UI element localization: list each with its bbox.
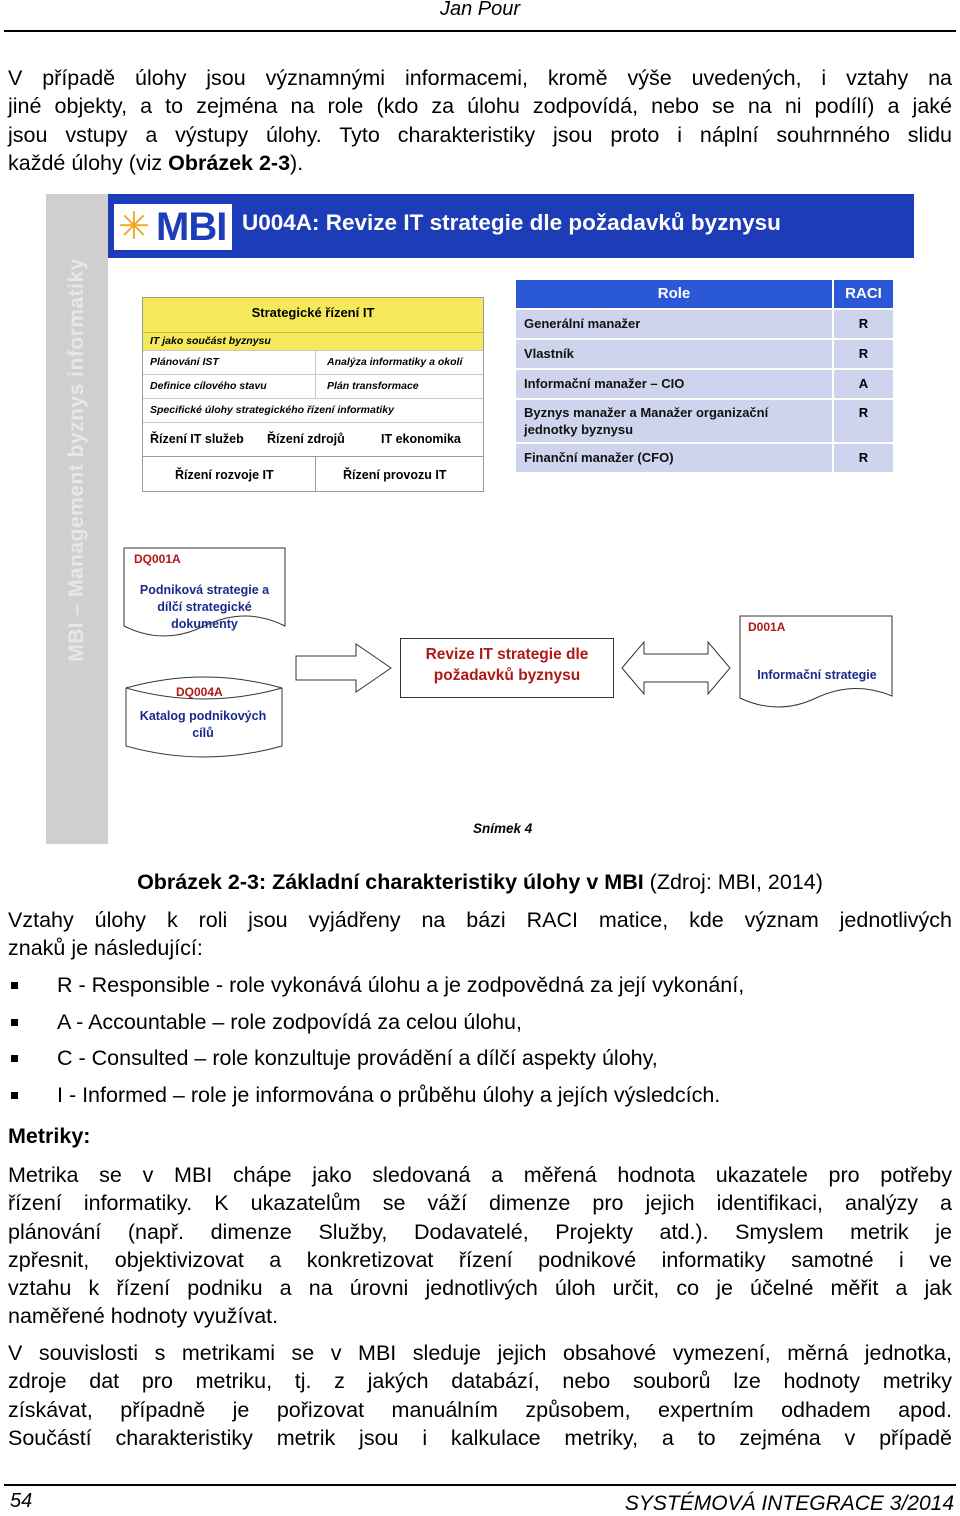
strategic-it-ekonomika: IT ekonomika xyxy=(381,432,461,446)
role-header: Role xyxy=(516,280,832,308)
strategic-analyza: Analýza informatiky a okolí xyxy=(327,356,463,368)
figure-caption-title: Obrázek 2-3: Základní charakteristiky úlohy v MBI xyxy=(137,870,644,894)
metriky-line-4: zpřesnit, objektivizovat a konkretizovat řízení podnikové informatiky samotné i ve xyxy=(8,1247,952,1272)
souvislost-paragraph xyxy=(8,1339,952,1452)
task-box xyxy=(400,638,614,698)
raci-cell: A xyxy=(834,370,893,398)
task-line-2: požadavků byznysu xyxy=(433,667,581,684)
bullet-icon xyxy=(11,982,18,989)
raci-cell: R xyxy=(834,310,893,338)
arrow-right-icon xyxy=(296,644,391,692)
doc-label-dq001a: Podniková strategie a dílčí strategické dokumenty xyxy=(139,583,270,631)
side-band-text: MBI – Management byznys informatiky xyxy=(65,258,88,662)
souvislost-line-1: V souvislosti s metrikami se v MBI sleduje jejich obsahové vymezení, měrná jednotka, xyxy=(8,1341,952,1365)
doc-code-d001a: D001A xyxy=(748,620,786,634)
intro-line-4 xyxy=(8,149,952,177)
logo-text: MBI xyxy=(156,205,227,249)
raci-header: RACI xyxy=(834,280,893,308)
raci-cell: R xyxy=(834,340,893,368)
flow-diagram xyxy=(46,194,914,844)
role-cell: Byznys manažer a Manažer organizační jednotky byznysu xyxy=(516,400,832,442)
metriky-line-5: vztahu k řízení podniku a na úrovni jednotlivých úloh určit, co je účelné měřit a jak xyxy=(8,1276,952,1301)
role-cell: Generální manažer xyxy=(516,310,832,338)
raci-intro-line-2: znaků je následující: xyxy=(8,936,203,961)
figure-caption-source: (Zdroj: MBI, 2014) xyxy=(643,870,823,894)
strategic-definice: Definice cílového stavu xyxy=(150,380,267,392)
bullet-text: A - Accountable – role zodpovídá za celou úlohu, xyxy=(57,1010,522,1034)
souvislost-line-3: získávat, případně je pořizovat manuálním způsobem, expertním odhadem apod. xyxy=(8,1397,952,1422)
intro-line-1: V případě úlohy jsou významnými informacemi, kromě výše uvedených, i vztahy na xyxy=(8,66,952,90)
list-item xyxy=(8,1081,952,1109)
souvislost-line-4: Součástí charakteristiky metrik jsou i kalkulace metriky, a to zejména v případě xyxy=(8,1425,952,1450)
header-rule xyxy=(4,30,956,32)
intro-line-2: jiné objekty, a to zejména na role (kdo za úlohu zodpovídá, nebo se na ni podílí) a jaké xyxy=(8,94,952,119)
intro-line-4-post: ). xyxy=(290,150,304,175)
intro-paragraph xyxy=(8,64,952,177)
strategic-planovani: Plánování IST xyxy=(150,356,219,368)
db-code-dq004a: DQ004A xyxy=(176,685,223,699)
metriky-paragraph xyxy=(8,1161,952,1331)
role-cell: Vlastník xyxy=(516,340,832,368)
db-label-dq004a: Katalog podnikových cílů xyxy=(139,709,267,740)
metriky-heading: Metriky: xyxy=(8,1124,91,1148)
doc-code-dq001a: DQ001A xyxy=(134,552,181,566)
souvislost-line-2: zdroje dat pro metriku, tj. z jakých databází, nebo souborů lze hodnoty metriky xyxy=(8,1369,952,1394)
raci-cell: R xyxy=(834,400,893,442)
strategic-specificke: Specifické úlohy strategického řízení informatiky xyxy=(150,404,394,416)
slide-title: U004A: Revize IT strategie dle požadavků byznysu xyxy=(242,210,781,235)
strategic-header: Strategické řízení IT xyxy=(143,298,483,332)
bullet-text: C - Consulted – role konzultuje provádění a dílčí aspekty úlohy, xyxy=(57,1046,658,1070)
bullet-icon xyxy=(11,1092,18,1099)
page-number: 54 xyxy=(10,1490,33,1512)
bullet-icon xyxy=(11,1055,18,1062)
strategic-rizeni-sluzeb: Řízení IT služeb xyxy=(150,432,244,446)
raci-cell: R xyxy=(834,444,893,472)
figure-caption xyxy=(0,868,960,896)
intro-line-3: jsou vstupy a výstupy úlohy. Tyto charakteristiky jsou proto i náplní souhrnného slidu xyxy=(8,122,952,147)
raci-intro-line-1: Vztahy úlohy k roli jsou vyjádřeny na bázi RACI matice, kde význam jednotlivých xyxy=(8,908,952,932)
figure-reference: Obrázek 2-3 xyxy=(168,150,291,175)
doc-label-d001a: Informační strategie xyxy=(757,668,877,682)
intro-line-4-pre: každé úlohy (viz xyxy=(8,150,169,175)
slide-number-caption: Snímek 4 xyxy=(473,821,533,836)
strategic-rizeni-provozu: Řízení provozu IT xyxy=(343,468,447,482)
double-arrow-icon xyxy=(622,642,730,694)
strategic-rizeni-rozvoje: Řízení rozvoje IT xyxy=(175,468,274,482)
metriky-line-2: řízení informatiky. K ukazatelům se váží dimenze pro jejich identifikaci, analýzy a xyxy=(8,1191,952,1216)
running-header-author: Jan Pour xyxy=(439,0,521,20)
list-item xyxy=(8,971,952,999)
strategic-sub-it-byznys: IT jako součást byznysu xyxy=(143,332,483,350)
bullet-text: I - Informed – role je informována o průběhu úlohy a jejích výsledcích. xyxy=(57,1083,721,1107)
bullet-text: R - Responsible - role vykonává úlohu a je zodpovědná za její vykonání, xyxy=(57,973,745,997)
bullet-icon xyxy=(11,1019,18,1026)
footer-rule xyxy=(4,1484,956,1486)
list-item xyxy=(8,1044,952,1072)
slide-figure xyxy=(46,194,914,844)
role-cell: Finanční manažer (CFO) xyxy=(516,444,832,472)
task-box-label xyxy=(401,644,613,686)
raci-intro-paragraph xyxy=(8,906,952,963)
list-item xyxy=(8,1008,952,1036)
star-icon: ✳ xyxy=(118,206,150,248)
journal-name: SYSTÉMOVÁ INTEGRACE 3/2014 xyxy=(624,1492,954,1515)
metriky-line-6: naměřené hodnoty využívat. xyxy=(8,1304,279,1329)
metriky-line-3: plánování (např. dimenze Služby, Dodavatelé, Projekty atd.). Smyslem metrik je xyxy=(8,1219,952,1244)
strategic-rizeni-zdroju: Řízení zdrojů xyxy=(267,432,345,446)
strategic-plan: Plán transformace xyxy=(327,380,419,392)
role-cell: Informační manažer – CIO xyxy=(516,370,832,398)
metriky-line-1: Metrika se v MBI chápe jako sledovaná a měřená hodnota ukazatele pro potřeby xyxy=(8,1163,952,1187)
task-line-1: Revize IT strategie dle xyxy=(425,646,589,663)
